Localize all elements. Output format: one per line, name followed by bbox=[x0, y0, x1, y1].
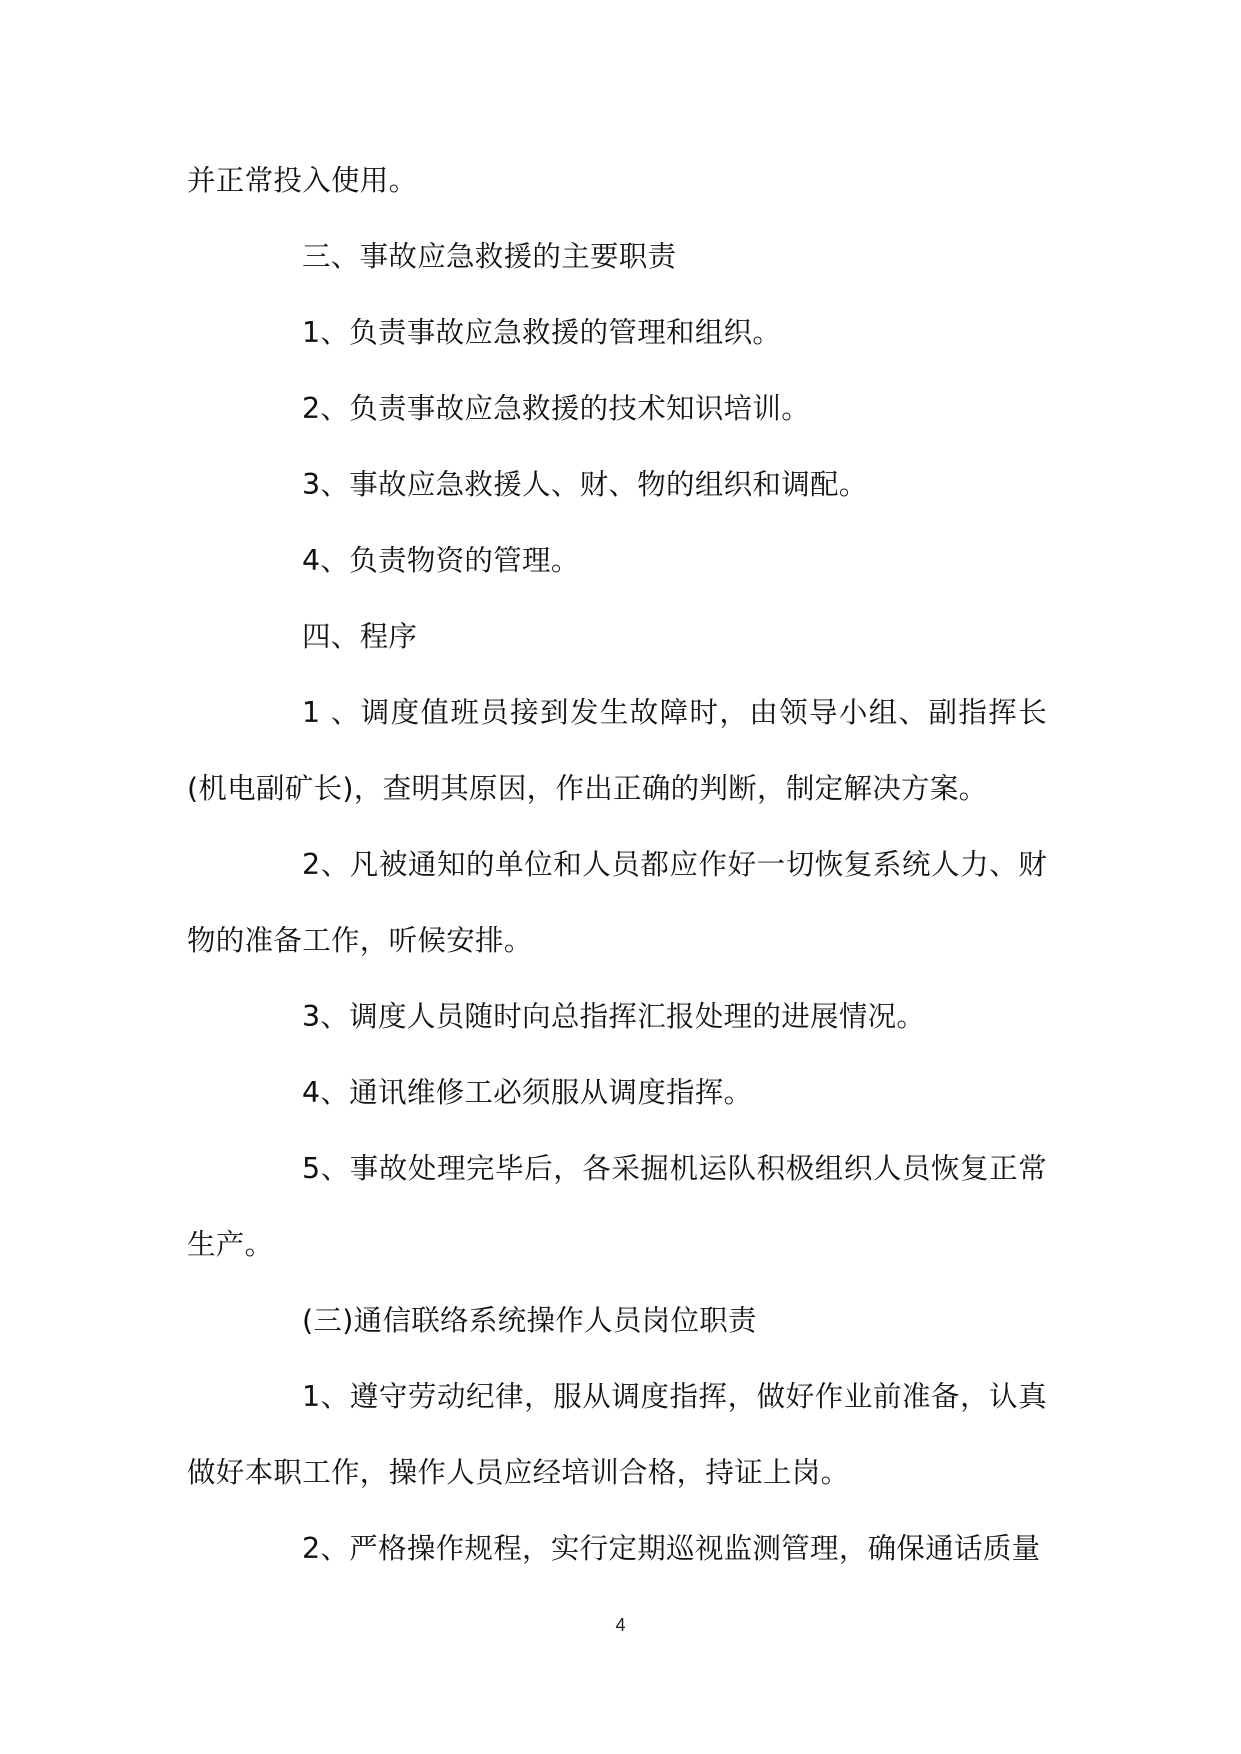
list-item: 2、凡被通知的单位和人员都应作好一切恢复系统人力、财物的准备工作，听候安排。 bbox=[187, 848, 1047, 957]
list-item: 1、负责事故应急救援的管理和组织。 bbox=[302, 316, 782, 349]
document-body bbox=[187, 143, 1047, 1587]
section-heading-operator-duties: (三)通信联络系统操作人员岗位职责 bbox=[302, 1304, 757, 1337]
list-item: 5、事故处理完毕后，各采掘机运队积极组织人员恢复正常生产。 bbox=[187, 1152, 1047, 1261]
list-item: 4、负责物资的管理。 bbox=[302, 544, 580, 577]
paragraph-continuation: 并正常投入使用。 bbox=[187, 164, 418, 197]
section-heading-procedure: 四、程序 bbox=[302, 620, 418, 653]
section-heading-responsibilities: 三、事故应急救援的主要职责 bbox=[302, 240, 677, 273]
list-item: 2、严格操作规程，实行定期巡视监测管理，确保通话质量 bbox=[302, 1532, 1041, 1565]
page-number: 4 bbox=[615, 1615, 626, 1635]
list-item: 4、通讯维修工必须服从调度指挥。 bbox=[302, 1076, 753, 1109]
list-item: 1、遵守劳动纪律，服从调度指挥，做好作业前准备，认真做好本职工作，操作人员应经培训合格，持证上岗。 bbox=[187, 1380, 1047, 1489]
list-item: 3、调度人员随时向总指挥汇报处理的进展情况。 bbox=[302, 1000, 926, 1033]
list-item: 3、事故应急救援人、财、物的组织和调配。 bbox=[302, 468, 868, 501]
list-item: 1 、调度值班员接到发生故障时，由领导小组、副指挥长(机电副矿长)，查明其原因，作出正确的判断，制定解决方案。 bbox=[187, 696, 1047, 805]
list-item: 2、负责事故应急救援的技术知识培训。 bbox=[302, 392, 811, 425]
